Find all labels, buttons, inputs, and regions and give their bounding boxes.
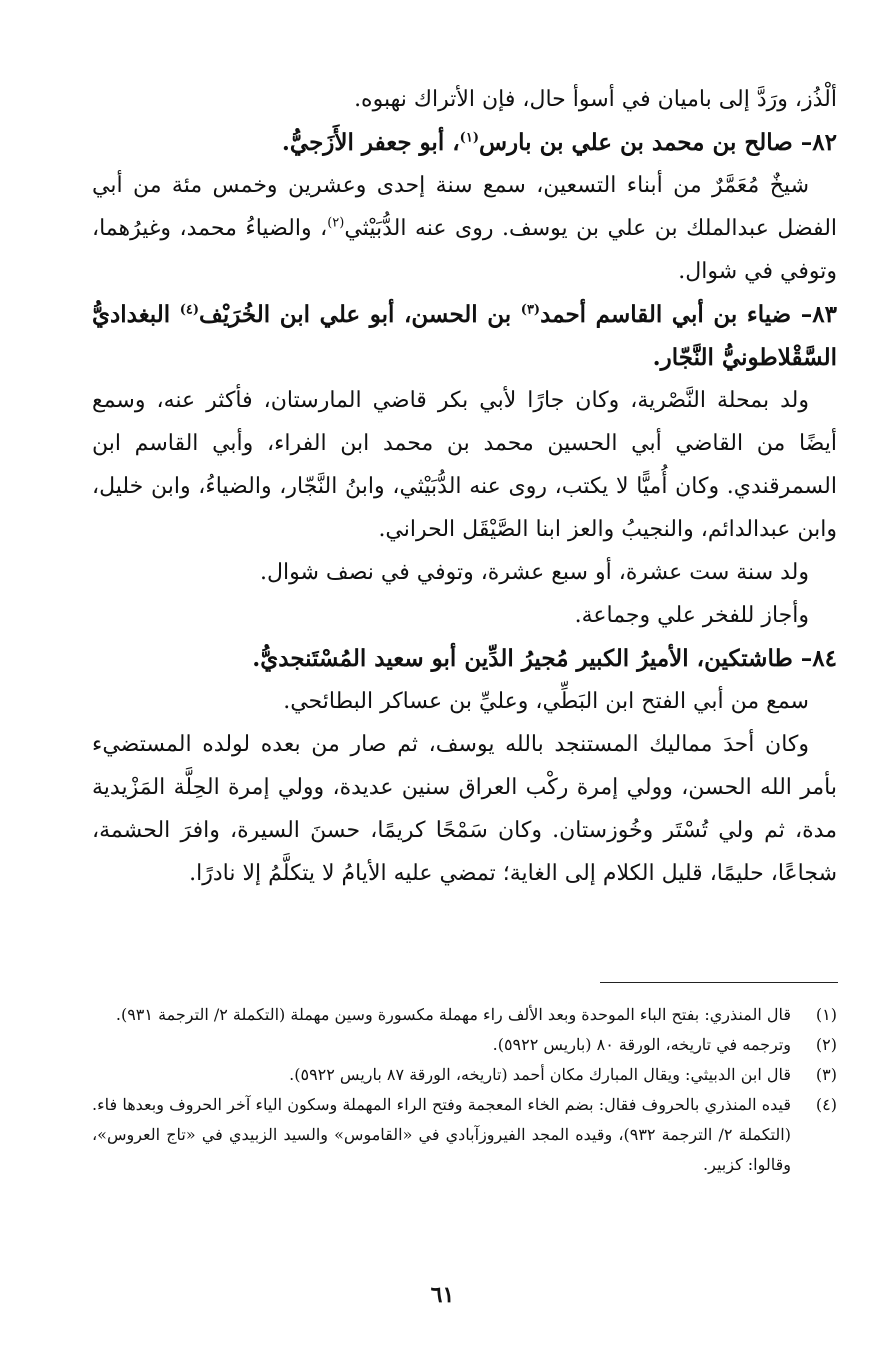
entry-text-82: شيخٌ مُعَمَّرٌ من أبناء التسعين، سمع سنة إحدى وعشرين وخمس مئة من أبي الفضل عبدالملك بن علي بن يوسف. روى عنه الدُّبَيْثي$^{(٢)}$، والضياءُ محمد، وغيرُهما، وتوفي في شوال.	[92, 173, 838, 284]
footnote-text: قيده المنذري بالحروف فقال: بضم الخاء المعجمة وفتح الراء المهملة وسكون الياء آخر الحروف وبعدها فاء. (التكملة ٢/ الترجمة ٩٣٢)، وقيده المجد الفيروزآبادي في «القاموس» والسيد الزبيدي في «تاج العروس»، وقالوا: كزبير.	[92, 1095, 791, 1174]
entry-text-83-c: وأجاز للفخر علي وجماعة.	[574, 603, 809, 628]
footnote	[92, 1030, 837, 1060]
footnotes	[92, 1000, 837, 1180]
entry-heading-82: ٨٢– صالح بن محمد بن علي بن بارس$^{(١)}$، أبو جعفر الأَزَجيُّ.	[281, 129, 837, 156]
footnote-marker: (٤)	[179, 302, 200, 318]
entry-text-84-b: وكان أحدَ مماليك المستنجد بالله يوسف، ثم صار من بعده لولده المستضيء بأمر الله الحسن، وولي إمرة ركْب العراق سنين عديدة، وولي إمرة الحِلَّة المَزْيدية مدة، ثم ولي تُسْتَر وخُوزستان. وكان سَمْحًا كريمًا، حسنَ السيرة، وافرَ الحشمة، شجاعًا، حليمًا، قليل الكلام إلى الغاية؛ تمضي عليه الأيامُ لا يتكلَّمُ إلا نادرًا.	[92, 732, 837, 886]
footnote-text: وترجمه في تاريخه، الورقة ٨٠ (باريس ٥٩٢٢).	[492, 1035, 791, 1054]
footnote-marker: (٣)	[520, 302, 541, 318]
entry-text-83-b: ولد سنة ست عشرة، أو سبع عشرة، وتوفي في نصف شوال.	[260, 560, 809, 585]
footnote	[92, 1090, 837, 1180]
paragraph-continuation: ألْذُز، ورَدَّ إلى باميان في أسوأ حال، فإن الأتراك نهبوه.	[354, 87, 837, 112]
entry-text-84-a: سمع من أبي الفتح ابن البَطِّي، وعليِّ بن عساكر البطائحي.	[283, 689, 809, 714]
footnote-number: (١)	[815, 1005, 837, 1024]
entry-heading-83: ٨٣– ضياء بن أبي القاسم أحمد$^{(٣)}$ بن الحسن، أبو علي ابن الخُرَيْف$^{(٤)}$ البغداديُّ السَّقْلاطونيُّ النَّجّار.	[92, 301, 837, 371]
footnote-number: (٢)	[815, 1035, 837, 1054]
footnote-number: (٣)	[815, 1065, 837, 1084]
footnote-separator	[600, 982, 838, 983]
footnote-marker: (١)	[459, 130, 479, 146]
footnote-number: (٤)	[815, 1095, 837, 1114]
footnote-text: قال ابن الدبيثي: ويقال المبارك مكان أحمد (تاريخه، الورقة ٨٧ باريس ٥٩٢٢).	[289, 1065, 791, 1084]
footnote	[92, 1060, 837, 1090]
footnote-text: قال المنذري: بفتح الباء الموحدة وبعد الألف راء مهملة مكسورة وسين مهملة (التكملة ٢/ الترجمة ٩٣١).	[115, 1005, 791, 1024]
footnote-marker: (٢)	[327, 215, 345, 231]
entry-heading-84: ٨٤– طاشتكين، الأميرُ الكبير مُجيرُ الدِّين أبو سعيد المُسْتَنجديُّ.	[252, 645, 837, 672]
footnote	[92, 1000, 837, 1030]
main-text	[92, 78, 837, 895]
page-number: ٦١	[430, 1282, 455, 1308]
entry-text-83-a: ولد بمحلة النَّصْرية، وكان جارًا لأبي بكر قاضي المارستان، فأكثر عنه، وسمع أيضًا من القاضي أبي الحسين محمد بن محمد ابن الفراء، وأبي القاسم ابن السمرقندي. وكان أُميًّا لا يكتب، روى عنه الدُّبَيْثي، وابنُ النَّجّار، والضياءُ، وابن خليل، وابن عبدالدائم، والنجيبُ والعز ابنا الصَّيْقَل الحراني.	[92, 388, 837, 542]
